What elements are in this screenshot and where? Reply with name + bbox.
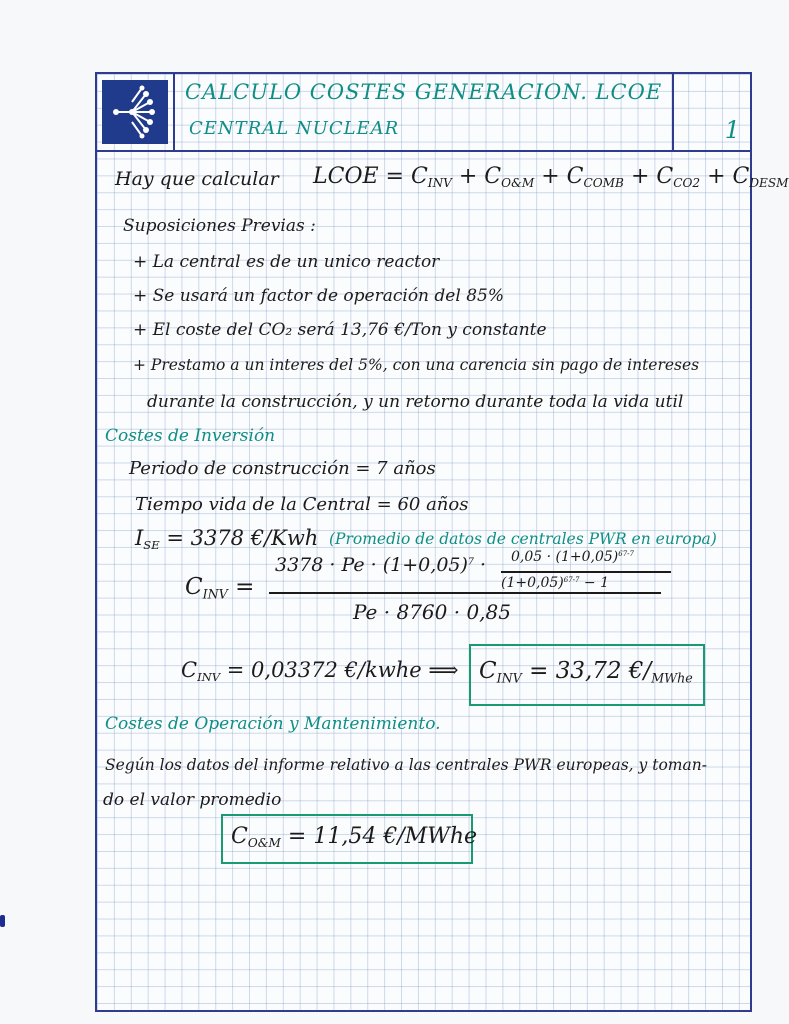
small-den-tail: − 1: [579, 575, 610, 591]
section-oym: Costes de Operación y Mantenimiento.: [105, 714, 441, 734]
lcoe-label: LCOE = C: [313, 164, 428, 189]
co2-sub: CO2: [673, 176, 701, 191]
cinv-result-line: [181, 660, 458, 684]
main-fraction-bar: [269, 592, 661, 594]
ise-note: (Promedio de datos de centrales PWR en europa): [329, 530, 717, 548]
bullet-2: + Se usará un factor de operación del 85%: [133, 286, 504, 306]
oym-sub: O&M: [247, 836, 281, 851]
res1-sub: INV: [197, 670, 221, 685]
notebook-page: [95, 72, 789, 1012]
bullet-3: + El coste del CO₂ será 13,76 €/Ton y constante: [133, 320, 547, 340]
ise-line: [135, 528, 318, 552]
bullet-1: + La central es de un unico reactor: [133, 252, 440, 272]
plus-3: + C: [623, 164, 674, 189]
oym-result-box: [221, 814, 478, 864]
periodo-construccion: Periodo de construcción = 7 años: [129, 458, 436, 479]
segun-text: Según los datos del informe relativo a las centrales PWR europeas, y toman-: [105, 756, 707, 774]
small-numerator: [511, 550, 634, 564]
ise-label: I: [135, 526, 144, 550]
num-main-text: 3378 · Pe · (1+0,05): [275, 554, 468, 576]
oym-val: = 11,54 €/MWhe: [280, 824, 478, 849]
binder-mark: [0, 915, 5, 927]
num-dot: ·: [473, 554, 487, 576]
cinv-boxed-value: [479, 660, 693, 685]
suposiciones-heading: Suposiciones Previas :: [123, 216, 316, 236]
comb-sub: COMB: [583, 176, 624, 191]
res1-box-sub: INV: [496, 670, 522, 686]
res1-box-c: C: [479, 658, 497, 684]
intro-text: Hay que calcular: [115, 168, 279, 190]
plus-2: + C: [534, 164, 584, 189]
cinv-eq: =: [227, 574, 255, 600]
plus-4: + C: [700, 164, 750, 189]
bullet-4-cont: durante la construcción, y un retorno durante toda la vida util: [147, 392, 684, 412]
denominator-main: Pe · 8760 · 0,85: [353, 600, 511, 624]
cinv-result-box: [469, 644, 705, 706]
oym-boxed-value: [231, 826, 477, 849]
res1-val: = 0,03372 €/kwhe ⟹: [220, 658, 459, 682]
small-denominator: [501, 576, 609, 590]
network-logo-icon: [102, 80, 168, 144]
segun-text-cont: do el valor promedio: [103, 790, 282, 810]
oym-c: C: [231, 824, 248, 849]
ise-value: = 3378 €/Kwh: [159, 526, 319, 550]
desm-sub: DESM: [749, 176, 789, 191]
inv-sub: INV: [427, 176, 452, 191]
oym-sub: O&M: [501, 176, 535, 191]
plus-1: + C: [451, 164, 502, 189]
page-number-cell: [672, 74, 750, 150]
small-fraction-bar: [501, 571, 671, 573]
logo-cell: [97, 74, 175, 150]
res1-box-unit: MWhe: [651, 670, 693, 686]
bullet-4: + Prestamo a un interes del 5%, con una carencia sin pago de intereses: [133, 356, 700, 374]
cinv-c: C: [185, 574, 203, 600]
lcoe-formula: [313, 166, 789, 189]
res1-c: C: [181, 658, 198, 682]
page-number: 1: [724, 116, 740, 144]
cinv-sub: INV: [202, 586, 228, 602]
numerator-main: [275, 556, 486, 575]
res1-box-val: = 33,72 €/: [521, 658, 652, 684]
title-line-2: CENTRAL NUCLEAR: [189, 118, 400, 139]
ise-sub: SE: [143, 538, 160, 553]
page-header: [97, 74, 750, 152]
small-den-exp: 67-7: [563, 576, 580, 585]
num-exp: 7: [467, 556, 474, 568]
small-num-text: 0,05 · (1+0,05): [511, 549, 619, 565]
cinv-formula-label: [185, 576, 254, 601]
section-inversion: Costes de Inversión: [105, 426, 276, 446]
title-line-1: CALCULO COSTES GENERACION. LCOE: [185, 80, 663, 104]
small-num-exp: 67-7: [618, 550, 634, 559]
tiempo-vida: Tiempo vida de la Central = 60 años: [135, 494, 469, 515]
small-den-text: (1+0,05): [501, 575, 564, 591]
